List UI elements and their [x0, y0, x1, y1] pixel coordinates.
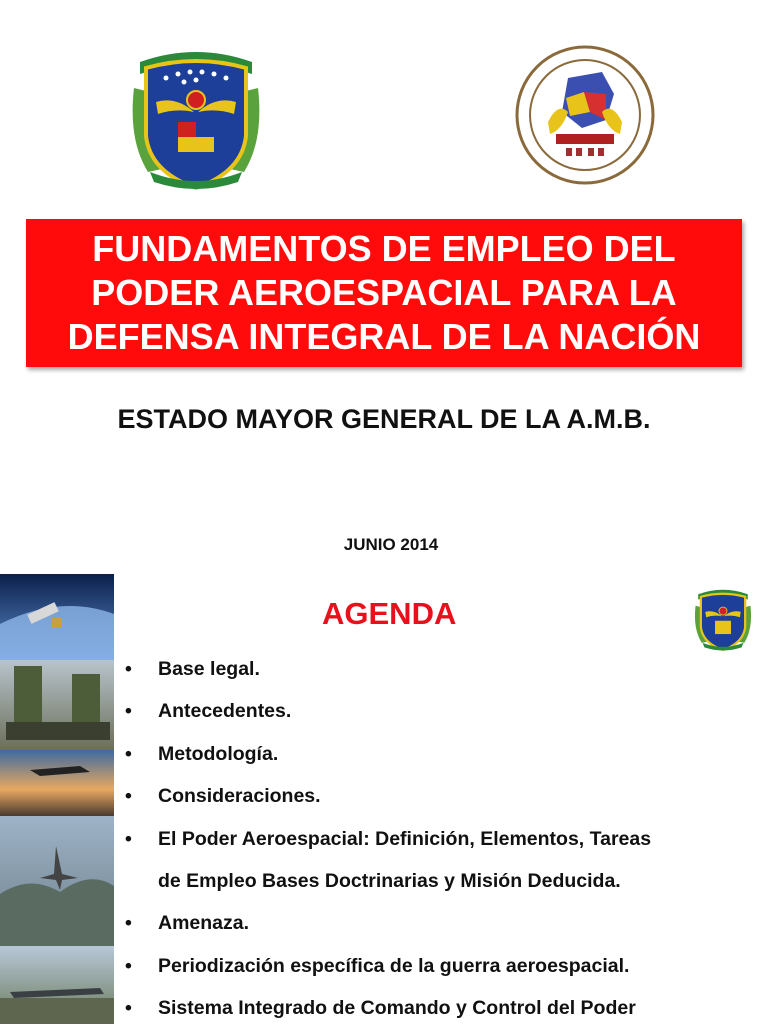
shield-emblem-icon [692, 584, 754, 654]
slide-subtitle: ESTADO MAYOR GENERAL DE LA A.M.B. [117, 404, 651, 434]
list-item [125, 902, 765, 944]
title-line: PODER AEROESPACIAL PARA LA [91, 272, 677, 313]
agenda-title: AGENDA [322, 596, 457, 631]
list-item-text: El Poder Aeroespacial: Definición, Elementos, Tareas [158, 827, 652, 850]
list-item [125, 690, 765, 732]
list-item-text: Antecedentes. [158, 700, 292, 723]
agenda-slide [0, 574, 768, 1024]
bullet: • [125, 700, 132, 723]
list-item [125, 733, 765, 775]
list-item [125, 648, 765, 690]
bullet: • [125, 997, 132, 1020]
slide-title [68, 227, 701, 359]
list-item [125, 945, 765, 987]
list-item [125, 818, 765, 903]
bullet: • [125, 827, 132, 850]
photo-strip [0, 574, 114, 1024]
list-item-text: Base legal. [158, 658, 260, 680]
list-item-text: Periodización específica de la guerra aeroespacial. [158, 954, 630, 977]
title-line: DEFENSA INTEGRAL DE LA NACIÓN [67, 316, 701, 357]
bullet: • [125, 954, 132, 977]
agenda-list [125, 648, 765, 1030]
bullet: • [125, 742, 132, 765]
slide-date: JUNIO 2014 [343, 535, 439, 554]
bullet: • [125, 785, 132, 808]
list-item-text: Metodología. [158, 742, 279, 765]
comando-estrategico-seal [510, 42, 660, 188]
list-item [125, 775, 765, 817]
title-line: FUNDAMENTOS DE EMPLEO DEL [92, 228, 676, 269]
list-item-text: Consideraciones. [158, 785, 321, 808]
aviation-shield-emblem-small [692, 584, 754, 654]
title-banner [26, 219, 742, 367]
aviation-shield-emblem [126, 40, 266, 196]
list-item-text: Sistema Integrado de Comando y Control del Poder [158, 997, 636, 1020]
list-item [125, 987, 765, 1029]
bullet: • [125, 912, 132, 935]
photo-strip-image [0, 574, 114, 1024]
list-item-text: de Empleo Bases Doctrinarias y Misión Deducida. [158, 870, 621, 893]
seal-emblem-icon [510, 42, 660, 188]
shield-emblem-icon [126, 40, 266, 196]
bullet: • [125, 658, 132, 680]
list-item-text: Amenaza. [158, 912, 250, 935]
